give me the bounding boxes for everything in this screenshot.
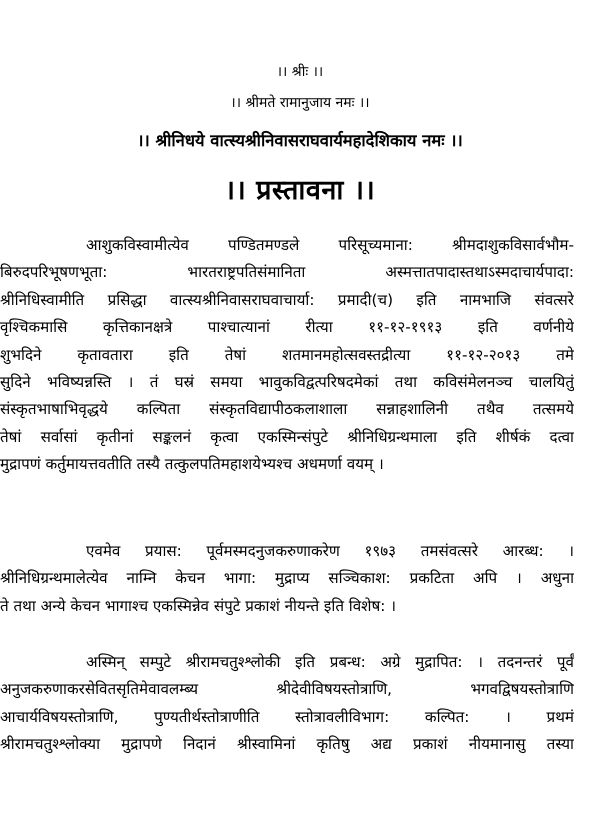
paragraph-2 xyxy=(0,538,574,620)
paragraph-line: आशुकविस्वामीत्येव पण्डितमण्डले परिसूच्यमाना: श्रीमदाशुकविसार्वभौम- xyxy=(86,236,574,254)
paragraph-line: बिरुदपरिभूषणभूता: भारतराष्ट्रपतिसंमानिता अस्मत्तातपादास्तथाऽस्मदाचार्यपादा: xyxy=(0,263,574,282)
paragraph-line: वृश्चिकमासि कृत्तिकानक्षत्रे पाश्चात्यानां रीत्या ११-१२-१९१३ इति वर्णनीये xyxy=(0,318,574,337)
paragraph-line: एवमेव प्रयास: पूर्वमस्मदनुजकरुणाकरेण १९७३ तमसंवत्सरे आरब्ध: । xyxy=(86,542,574,560)
invocation-ramanuja: ।। श्रीमते रामानुजाय नमः ।। xyxy=(230,95,370,111)
paragraph-line: मुद्रापणं कर्तुमायत्तवतीति तस्यै तत्कुलपतिमहाशयेभ्यश्च अधमर्णा वयम् । xyxy=(0,455,384,474)
paragraph-line: संस्कृतभाषाभिवृद्धये कल्पिता संस्कृतविद्यापीठकलाशाला सन्नाहशालिनी तथैव तत्समये xyxy=(0,400,574,419)
paragraph-line: ते तथा अन्ये केचन भागाश्च एकस्मिन्नेव संपुटे प्रकाशं नीयन्ते इति विशेष: । xyxy=(0,596,396,615)
paragraph-line: श्रीरामचतुश्श्लोक्या मुद्रापणे निदानं श्रीस्वामिनां कृतिषु अद्य प्रकाशं नीयमानासु तस्या xyxy=(0,735,574,754)
paragraph-1 xyxy=(0,232,574,479)
paragraph-line: अनुजकरुणाकरसेवितसृतिमेवावलम्ब्य श्रीदेवीविषयस्तोत्राणि, भगवद्विषयस्तोत्राणि xyxy=(0,680,574,699)
paragraph-3 xyxy=(0,649,574,759)
paragraph-line: श्रीनिधिग्रन्थमालेत्येव नाम्नि केचन भागा: मुद्राप्य सञ्चिकाश: प्रकटिता अपि । अधुना xyxy=(0,569,574,588)
page-title: ।। प्रस्तावना ।। xyxy=(224,175,376,206)
invocation-shri: ।। श्रीः ।। xyxy=(276,64,324,80)
paragraph-line: अस्मिन् सम्पुटे श्रीरामचतुश्श्लोकी इति प्रबन्ध: अग्रे मुद्रापित: । तदनन्तरं पूर्वं xyxy=(86,653,574,671)
paragraph-line: तेषां सर्वासां कृतीनां सङ्कलनं कृत्वा एकस्मिन्संपुटे श्रीनिधिग्रन्थमाला इति शीर्षकं दत्वा xyxy=(0,427,574,446)
paragraph-line: शुभदिने कृतावतारा इति तेषां शतमानमहोत्सवस्तद्रीत्या ११-१२-२०१३ तमे xyxy=(0,345,574,364)
paragraph-line: आचार्यविषयस्तोत्राणि, पुण्यतीर्थस्तोत्राणीति स्तोत्रावलीविभाग: कल्पित: । प्रथमं xyxy=(0,707,574,726)
invocation-srinidhi: ।। श्रीनिधये वात्स्यश्रीनिवासराघवार्यमहादेशिकाय नमः ।। xyxy=(137,131,463,150)
paragraph-line: श्रीनिधिस्वामीति प्रसिद्धा वात्स्यश्रीनिवासराघवाचार्या: प्रमादी(च) इति नामभाजि संवत्सरे xyxy=(0,290,574,309)
paragraph-line: सुदिने भविष्यन्नस्ति । तं घस्रं समया भावुकविद्वत्परिषदमेकां तथा कविसंमेलनञ्च चालयितुं xyxy=(0,373,574,392)
